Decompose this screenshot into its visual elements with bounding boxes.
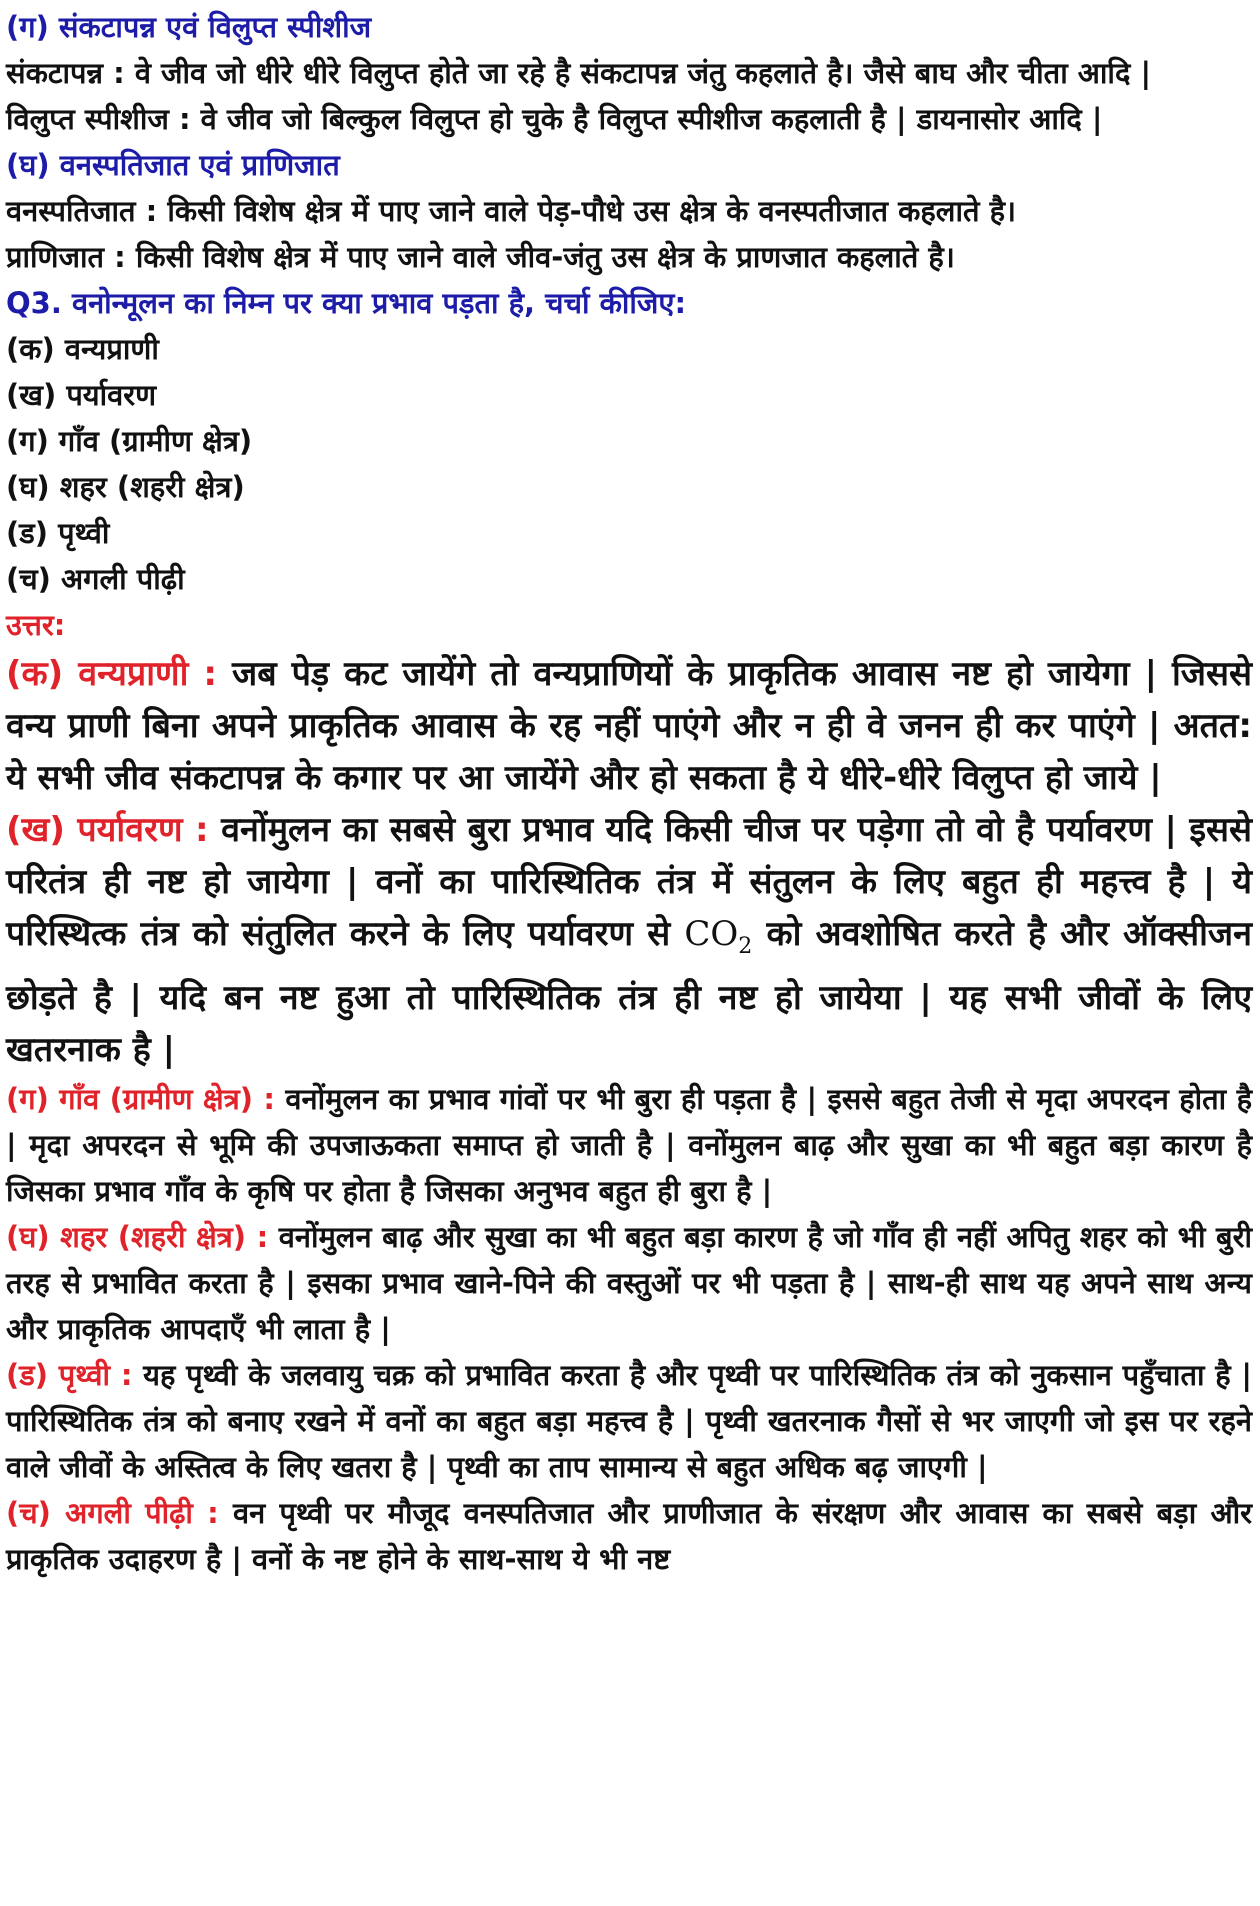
answer-city-text: वनोंमुलन बाढ़ और सुखा का भी बहुत बड़ा कारण है जो गाँव ही नहीं अपितु शहर को भी बुरी तरह से प्रभावित करता है | इसका प्रभाव खाने-पिने की वस्तुओं पर भी पड़ता है | साथ-ही साथ यह अपने साथ अन्य और प्राकृतिक आपदाएँ भी लाता है | (6, 1219, 1252, 1346)
co2-base: CO (684, 914, 739, 954)
answer-wildlife (6, 648, 1252, 804)
flora-term: वनस्पतिजात : (6, 194, 158, 228)
question-option: (घ) शहर (शहरी क्षेत्र) (6, 470, 245, 504)
answer-next-generation (6, 1490, 1252, 1582)
fauna-text: किसी विशेष क्षेत्र में पाए जाने वाले जीव-जंतु उस क्षेत्र के प्राणजात कहलाते है। (135, 240, 955, 274)
answer-environment-text-1: वनोंमुलन का सबसे बुरा प्रभाव यदि किसी चीज पर पड़ेगा तो वो है पर्यावरण | इससे परितंत्र ही नष्ट हो जायेगा | वनों का पारिस्थितिक तंत्र में संतुलन के लिए बहुत ही महत्त्व है | ये परिस्थित्क तंत्र को संतुलित करने के लिए पर्यावरण से (6, 810, 1253, 954)
question-option: (ख) पर्यावरण (6, 378, 157, 412)
endangered-definition (6, 50, 1252, 96)
endangered-text: वे जीव जो धीरे धीरे विलुप्त होते जा रहे है संकटापन्न जंतु कहलाते है। जैसे बाघ और चीता आदि | (134, 56, 1152, 90)
answer-city (6, 1214, 1252, 1352)
answer-environment-text-2: को अवशोषित करते है और ऑक्सीजन छोड़ते है | यदि बन नष्ट हुआ तो पारिस्थितिक तंत्र ही नष्ट हो जायेया | यह सभी जीवों के लिए खतरनाक है | (6, 914, 1253, 1070)
answer-next-generation-heading: (च) अगली पीढ़ी : (6, 1495, 219, 1530)
section-heading-endangered: (ग) संकटापन्न एवं विलुप्त स्पीशीज (6, 10, 372, 44)
answer-next-generation-text: वन पृथ्वी पर मौजूद वनस्पतिजात और प्राणीजात के संरक्षण और आवास का सबसे बड़ा और प्राकृतिक उदाहरण है | वनों के नष्ट होने के साथ-साथ ये भी नष्ट (6, 1495, 1252, 1576)
question-text: Q3. वनोन्मूलन का निम्न पर क्या प्रभाव पड़ता है, चर्चा कीजिए: (6, 286, 687, 320)
extinct-text: वे जीव जो बिल्कुल विलुप्त हो चुके है विलुप्त स्पीशीज कहलाती है | डायनासोर आदि | (200, 102, 1103, 136)
fauna-definition (6, 234, 1252, 280)
answer-village-text: वनोंमुलन का प्रभाव गांवों पर भी बुरा ही पड़ता है | इससे बहुत तेजी से मृदा अपरदन होता है | मृदा अपरदन से भूमि की उपजाऊकता समाप्त हो जाती है | वनोंमुलन बाढ़ और सुखा का भी बहुत बड़ा कारण है जिसका प्रभाव गाँव के कृषि पर होता है जिसका अनुभव बहुत ही बुरा है | (6, 1081, 1252, 1208)
endangered-term: संकटापन्न : (6, 56, 125, 90)
question-option: (ग) गाँव (ग्रामीण क्षेत्र) (6, 424, 253, 458)
answer-environment-heading: (ख) पर्यावरण : (6, 810, 209, 850)
answer-earth (6, 1352, 1252, 1490)
question-option: (च) अगली पीढ़ी (6, 562, 185, 596)
co2-formula (684, 914, 753, 959)
answer-village-heading: (ग) गाँव (ग्रामीण क्षेत्र) : (6, 1081, 275, 1116)
answer-village (6, 1076, 1252, 1214)
answer-label: उत्तर: (6, 608, 66, 642)
question-option: (ड) पृथ्वी (6, 516, 110, 550)
extinct-definition (6, 96, 1252, 142)
extinct-term: विलुप्त स्पीशीज : (6, 102, 191, 136)
fauna-term: प्राणिजात : (6, 240, 126, 274)
section-heading-flora-fauna: (घ) वनस्पतिजात एवं प्राणिजात (6, 148, 340, 182)
answer-earth-heading: (ड) पृथ्वी : (6, 1357, 133, 1392)
answer-wildlife-text: जब पेड़ कट जायेंगे तो वन्यप्राणियों के प्राकृतिक आवास नष्ट हो जायेगा | जिससे वन्य प्राणी बिना अपने प्राकृतिक आवास के रह नहीं पाएंगे और न ही वे जनन ही कर पाएंगे | अतत: ये सभी जीव संकटापन्न के कगार पर आ जायेंगे और हो सकता है ये धीरे-धीरे विलुप्त हो जाये | (6, 654, 1252, 798)
flora-text: किसी विशेष क्षेत्र में पाए जाने वाले पेड़-पौधे उस क्षेत्र के वनस्पतीजात कहलाते है। (167, 194, 1016, 228)
answer-earth-text: यह पृथ्वी के जलवायु चक्र को प्रभावित करता है और पृथ्वी पर पारिस्थितिक तंत्र को नुकसान पहुँचाता है | पारिस्थितिक तंत्र को बनाए रखने में वनों का बहुत बड़ा महत्त्व है | पृथ्वी खतरनाक गैसों से भर जाएगी जो इस पर रहने वाले जीवों के अस्तित्व के लिए खतरा है | पृथ्वी का ताप सामान्य से बहुत अधिक बढ़ जाएगी | (6, 1357, 1252, 1484)
flora-definition (6, 188, 1252, 234)
co2-subscript: 2 (738, 932, 753, 959)
answer-wildlife-heading: (क) वन्यप्राणी : (6, 654, 217, 694)
answer-city-heading: (घ) शहर (शहरी क्षेत्र) : (6, 1219, 269, 1254)
question-option: (क) वन्यप्राणी (6, 332, 159, 366)
answer-environment (6, 804, 1252, 1076)
